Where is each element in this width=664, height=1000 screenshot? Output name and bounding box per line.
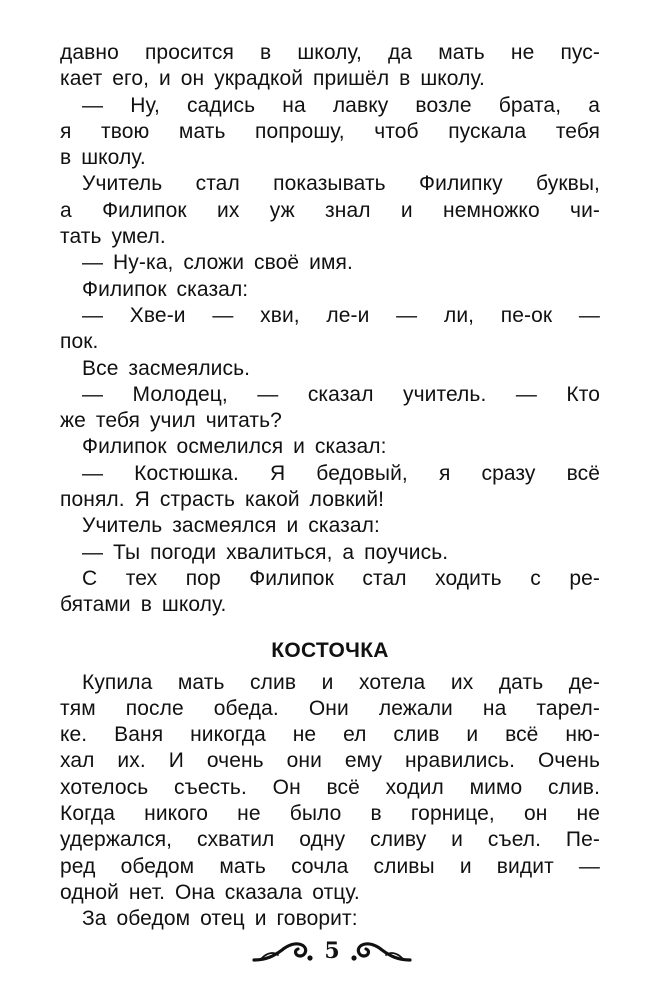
text-line: я твою мать попрошу, чтоб пускала тебя — [60, 119, 600, 143]
text-line: Когда никого не было в горнице, он не — [60, 802, 600, 826]
text-line: Филипок осмелился и сказал: — [82, 435, 387, 459]
text-line: — Ты погоди хвалиться, а поучись. — [82, 540, 449, 564]
text-line: хал их. И очень они ему нравились. Очень — [60, 749, 600, 773]
text-line: пок. — [60, 330, 99, 354]
text-line: С тех пор Филипок стал ходить с ре- — [82, 566, 600, 590]
text-line: давно просится в школу, да мать не пус- — [60, 41, 600, 64]
text-line: тям после обеда. Они лежали на тарел- — [60, 696, 600, 720]
text-line: а Филипок их уж знал и немножко чи- — [60, 198, 600, 222]
right-flourish-icon — [350, 936, 412, 966]
text-line: За обедом отец и говорит: — [82, 907, 358, 931]
text-line: Учитель стал показывать Филипку буквы, — [82, 172, 600, 196]
text-line: — Костюшка. Я бедовый, я сразу всё — [82, 461, 600, 485]
text-line: Все засмеялись. — [82, 356, 251, 380]
text-line: — Молодец, — сказал учитель. — Кто — [82, 382, 600, 406]
text-line: бятами в школу. — [60, 593, 227, 617]
story-filipok-continuation — [60, 40, 600, 619]
text-line: — Ну, садись на лавку возле брата, а — [82, 93, 600, 117]
text-line: удержался, схватил одну сливу и съел. Пе- — [60, 828, 600, 852]
text-line: Купила мать слив и хотела их дать де- — [82, 670, 600, 694]
text-line: одной нет. Она сказала отцу. — [60, 880, 360, 904]
page-content — [60, 40, 600, 933]
page-number: 5 — [324, 938, 340, 964]
text-line: Учитель засмеялся и сказал: — [82, 514, 380, 538]
text-line: — Ну-ка, сложи своё имя. — [82, 251, 353, 275]
text-line: тать умел. — [60, 225, 166, 249]
page-footer — [0, 926, 664, 976]
story-title: КОСТОЧКА — [271, 638, 389, 662]
text-line: хотелось съесть. Он всё ходил мимо слив. — [60, 775, 600, 799]
story-kostochka — [60, 670, 600, 933]
text-line: ке. Ваня никогда не ел слив и всё ню- — [60, 723, 600, 747]
left-flourish-icon — [252, 936, 314, 966]
page-number-ornament — [252, 936, 411, 966]
text-line: Филипок сказал: — [82, 277, 249, 301]
text-line: же тебя учил читать? — [60, 409, 282, 433]
text-line: ред обедом мать сочла сливы и видит — — [60, 854, 600, 878]
text-line: в школу. — [60, 146, 146, 170]
text-line: понял. Я страсть какой ловкий! — [60, 488, 385, 512]
text-line: кает его, и он украдкой пришёл в школу. — [60, 67, 485, 91]
text-line: — Хве-и — хви, ле-и — ли, пе-ок — — [82, 303, 600, 327]
